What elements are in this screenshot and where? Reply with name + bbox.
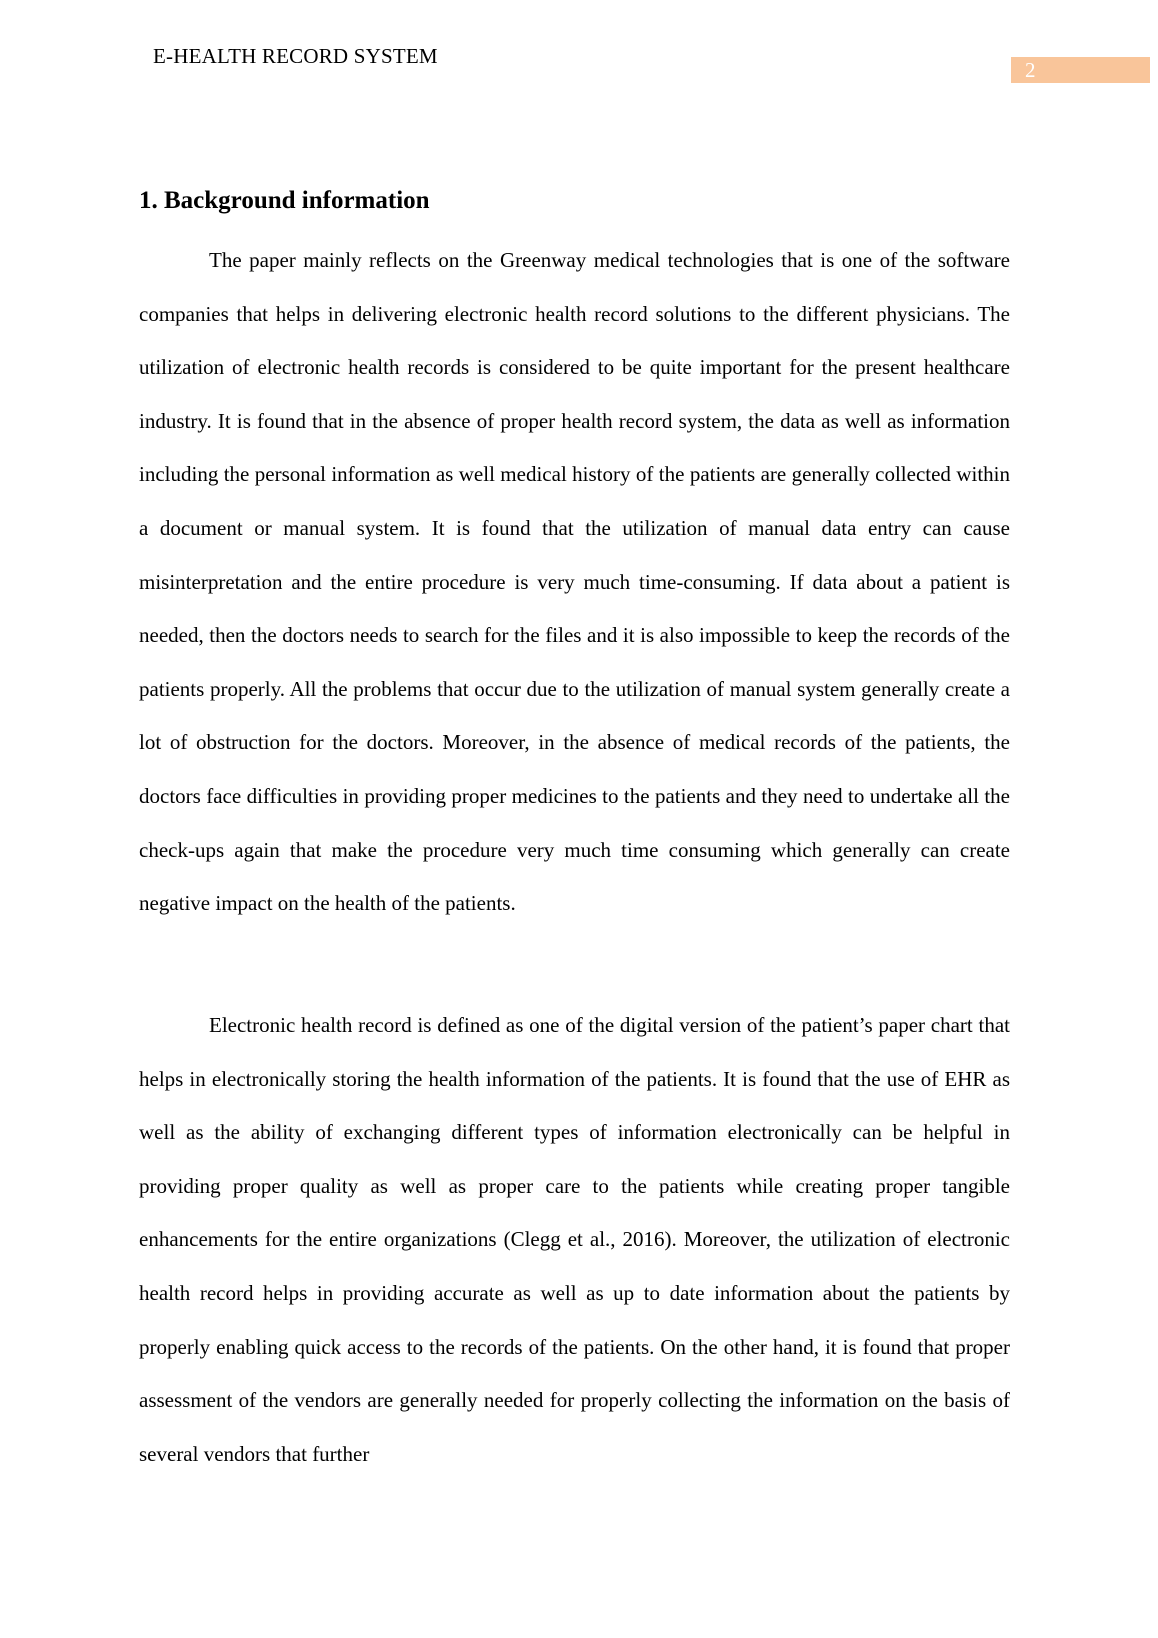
body-paragraph-1: The paper mainly reflects on the Greenway medical technologies that is one of the software companies that helps in delivering electronic health record solutions to the different physicians. The utilization of electronic health records is considered to be quite important for the present healthcare industry. It is found that in the absence of proper health record system, the data as well as information including the personal information as well medical history of the patients are generally collected within a document or manual system. It is found that the utilization of manual data entry can cause misinterpretation and the entire procedure is very much time-consuming. If data about a patient is needed, then the doctors needs to search for the files and it is also impossible to keep the records of the patients properly. All the problems that occur due to the utilization of manual system generally create a lot of obstruction for the doctors. Moreover, in the absence of medical records of the patients, the doctors face difficulties in providing proper medicines to the patients and they need to undertake all the check-ups again that make the procedure very much time consuming which generally can create negative impact on the health of the patients. [139, 248, 1010, 916]
page-number-badge: 2 [1011, 57, 1150, 83]
running-header-title: E-HEALTH RECORD SYSTEM [153, 44, 438, 68]
section-heading: 1. Background information [139, 187, 430, 214]
body-paragraph-2: Electronic health record is defined as one of the digital version of the patient’s paper chart that helps in electronically storing the health information of the patients. It is found that the use of EHR as well as the ability of exchanging different types of information electronically can be helpful in providing proper quality as well as proper care to the patients while creating proper tangible enhancements for the entire organizations (Clegg et al., 2016). Moreover, the utilization of electronic health record helps in providing accurate as well as up to date information about the patients by properly enabling quick access to the records of the patients. On the other hand, it is found that proper assessment of the vendors are generally needed for properly collecting the information on the basis of several vendors that further [139, 1013, 1010, 1466]
